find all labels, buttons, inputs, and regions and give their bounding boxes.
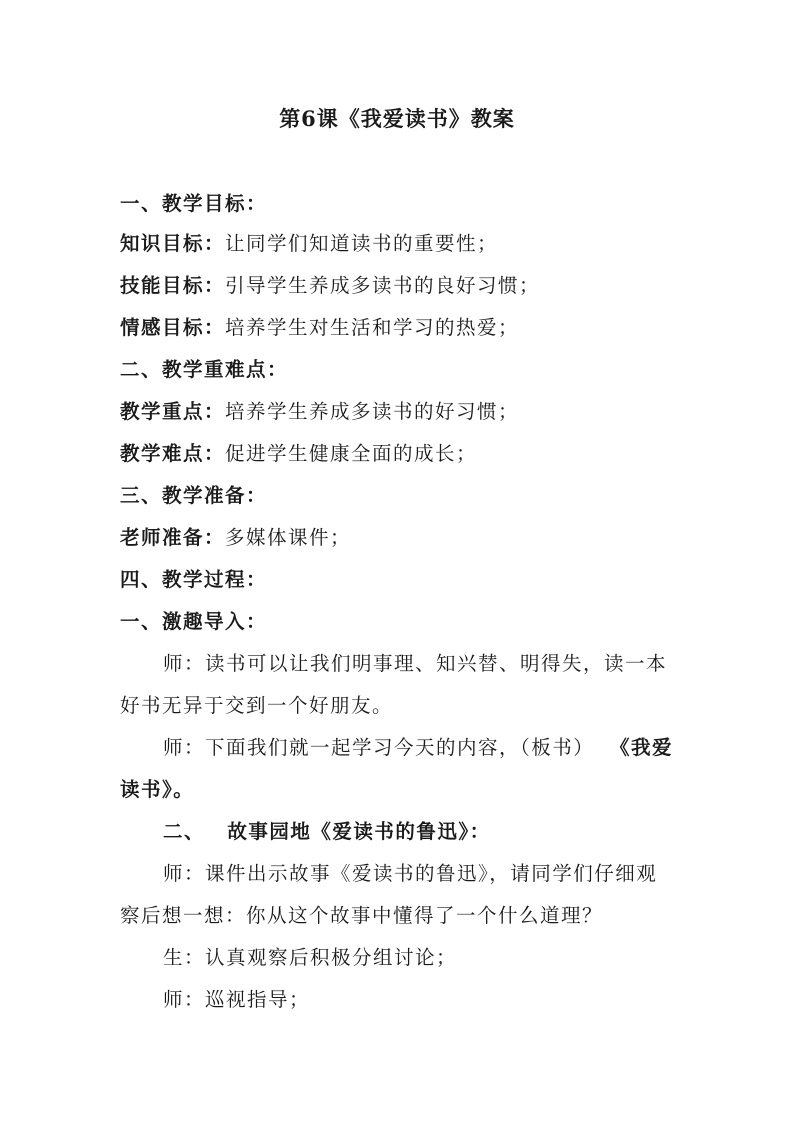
subsection-heading-intro: 一、激趣导入： — [120, 610, 268, 633]
difficult-point — [120, 440, 680, 468]
section-heading-process: 四、教学过程： — [120, 568, 268, 591]
section-heading-key-points: 二、教学重难点： — [120, 358, 289, 381]
skill-objective — [120, 272, 680, 300]
teacher-activity: 师：巡视指导； — [163, 988, 311, 1011]
emotion-objective-label: 情感目标： — [120, 316, 226, 339]
key-point — [120, 398, 680, 426]
teacher-preparation — [120, 524, 680, 552]
emotion-objective-text: 培养学生对生活和学习的热爱； — [225, 316, 520, 339]
paragraph-line: 察后想一想：你从这个故事中懂得了一个什么道理？ — [120, 904, 604, 927]
paragraph-line: 师：课件出示故事《爱读书的鲁迅》，请同学们仔细观 — [163, 862, 658, 885]
paragraph-line: 师：读书可以让我们明事理、知兴替、明得失，读一本 — [163, 652, 668, 675]
knowledge-objective-label: 知识目标： — [120, 232, 226, 255]
skill-objective-label: 技能目标： — [120, 274, 226, 297]
paragraph-line — [163, 734, 723, 762]
teacher-preparation-label: 老师准备： — [120, 526, 226, 549]
subsection-title: 故事园地《爱读书的鲁迅》： — [227, 820, 491, 843]
skill-objective-text: 引导学生养成多读书的良好习惯； — [225, 274, 541, 297]
knowledge-objective — [120, 230, 680, 258]
key-point-label: 教学重点： — [120, 400, 226, 423]
document-title: 第6课《我爱读书》教案 — [279, 106, 515, 131]
difficult-point-text: 促进学生健康全面的成长； — [225, 442, 478, 465]
subsection-number: 二、 — [163, 820, 206, 843]
student-activity: 生：认真观察后积极分组讨论； — [163, 946, 458, 969]
section-heading-preparation: 三、教学准备： — [120, 484, 268, 507]
paragraph-text: 师：下面我们就一起学习今天的内容，（板书） — [163, 736, 595, 759]
teacher-preparation-text: 多媒体课件； — [225, 526, 352, 549]
key-point-text: 培养学生养成多读书的好习惯； — [225, 400, 520, 423]
section-heading-objectives: 一、教学目标： — [120, 192, 268, 215]
subsection-heading-story — [163, 818, 723, 846]
book-title-bold: 《我爱 — [609, 736, 673, 759]
knowledge-objective-text: 让同学们知道读书的重要性； — [225, 232, 499, 255]
difficult-point-label: 教学难点： — [120, 442, 226, 465]
emotion-objective — [120, 314, 680, 342]
paragraph-line: 好书无异于交到一个好朋友。 — [120, 694, 394, 717]
book-title-bold-continued: 读书》。 — [120, 778, 195, 801]
